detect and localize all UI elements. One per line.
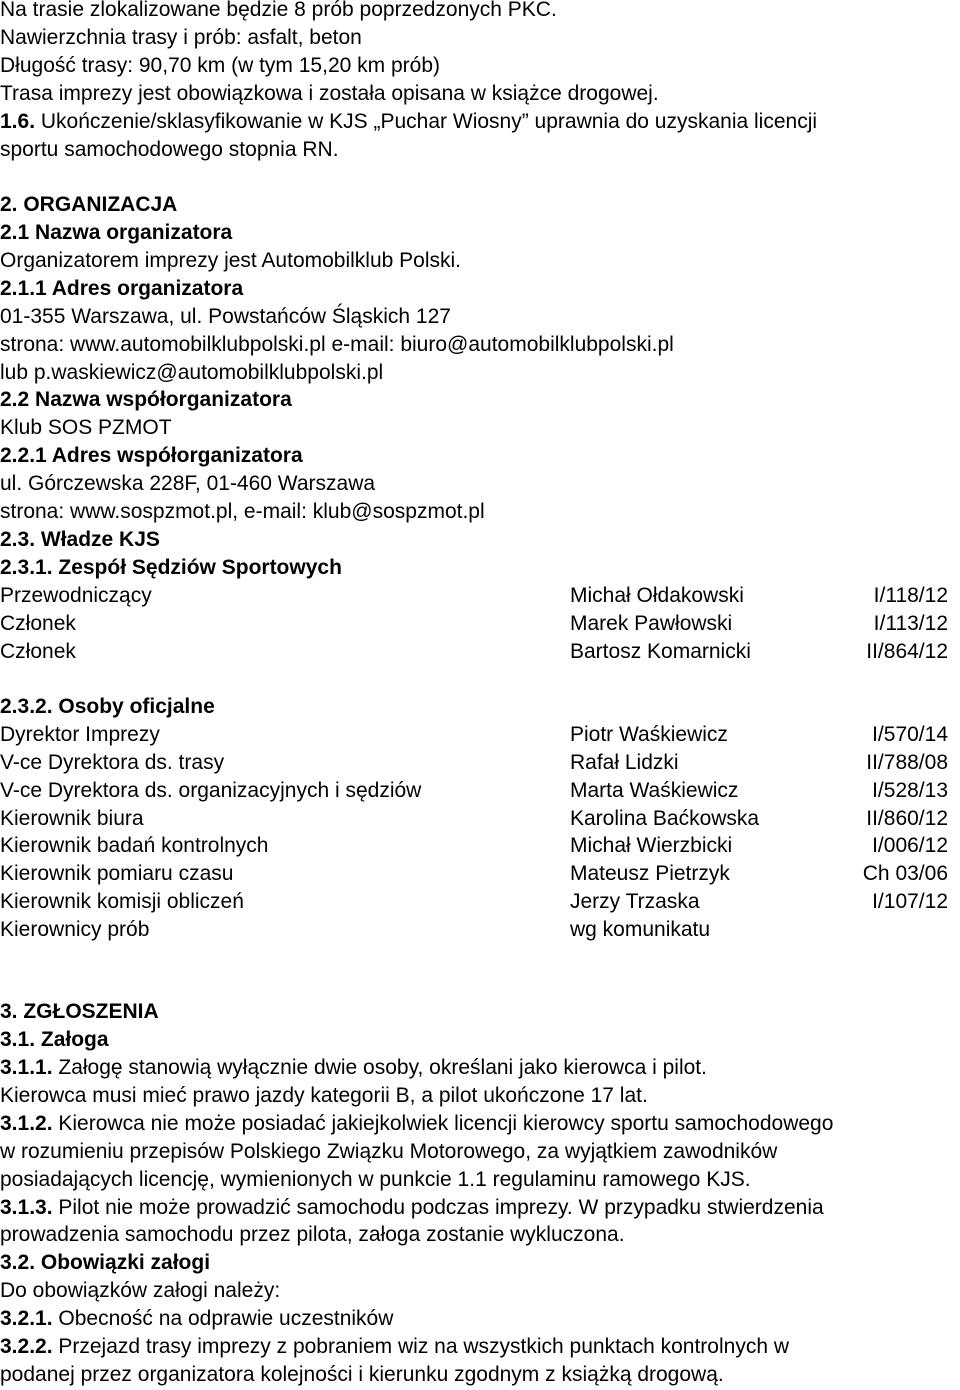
paragraph-line: posiadających licencję, wymienionych w punkcie 1.1 regulaminu ramowego KJS. [0,1168,751,1191]
subsection-heading: 3.1. Załoga [0,1028,109,1051]
official-row [0,778,960,804]
coorganizer-name: Klub SOS PZMOT [0,416,172,439]
role: Kierownik badań kontrolnych [0,834,269,857]
official-row [0,917,960,943]
licence-number: II/788/08 [866,751,948,774]
role: V-ce Dyrektora ds. organizacyjnych i sędziów [0,779,422,802]
person-name: wg komunikatu [570,918,711,941]
person-name: Marek Pawłowski [570,612,733,635]
paragraph-line: Kierowca musi mieć prawo jazdy kategorii B, a pilot ukończone 17 lat. [0,1084,648,1107]
paragraph-line: prowadzenia samochodu przez pilota, załoga zostanie wykluczona. [0,1223,625,1246]
organizer-web-email: strona: www.automobilklubpolski.pl e-mail: biuro@automobilklubpolski.pl [0,333,674,356]
person-name: Michał Wierzbicki [570,834,733,857]
section-number: 3.1.3. [0,1196,53,1219]
intro-line: Na trasie zlokalizowane będzie 8 prób poprzedzonych PKC. [0,0,557,21]
role: Kierownik komisji obliczeń [0,890,244,913]
judge-row [0,611,960,637]
licence-number: I/107/12 [872,890,948,913]
subsection-heading: 2.1.1 Adres organizatora [0,277,244,300]
paragraph-line [0,1306,393,1332]
section-number: 3.2.2. [0,1335,53,1358]
role: Członek [0,640,76,663]
organizer-address: 01-355 Warszawa, ul. Powstańców Śląskich 127 [0,305,451,328]
section-1-6-line [0,109,817,135]
paragraph-line [0,1334,789,1360]
official-row [0,861,960,887]
paragraph-text: Obecność na odprawie uczestników [52,1307,394,1330]
subsection-heading: 2.1 Nazwa organizatora [0,221,233,244]
intro-line: Trasa imprezy jest obowiązkowa i została opisana w książce drogowej. [0,82,659,105]
official-row [0,806,960,832]
paragraph-text: Ukończenie/sklasyfikowanie w KJS „Puchar Wiosny” uprawnia do uzyskania licencji [35,110,818,133]
section-heading: 2. ORGANIZACJA [0,193,178,216]
subsection-heading: 3.2. Obowiązki załogi [0,1251,211,1274]
judge-row [0,583,960,609]
person-name: Jerzy Trzaska [570,890,700,913]
subsection-heading: 2.2.1 Adres współorganizatora [0,444,303,467]
official-row [0,889,960,915]
subsection-heading [0,694,215,720]
licence-number: II/864/12 [866,640,948,663]
person-name: Piotr Waśkiewicz [570,723,728,746]
licence-number: I/118/12 [873,584,948,607]
organizer-email-alt: lub p.waskiewicz@automobilklubpolski.pl [0,361,384,384]
role: Kierownik pomiaru czasu [0,862,234,885]
paragraph-line: w rozumieniu przepisów Polskiego Związku Motorowego, za wyjątkiem zawodników [0,1140,778,1163]
person-name: Mateusz Pietrzyk [570,862,730,885]
paragraph-line: Do obowiązków załogi należy: [0,1279,281,1302]
role: Kierownik biura [0,807,144,830]
role: Kierownicy prób [0,918,150,941]
paragraph-line [0,1195,824,1221]
licence-number: I/113/12 [873,612,948,635]
section-heading: 3. ZGŁOSZENIA [0,1000,159,1023]
role: Dyrektor Imprezy [0,723,160,746]
paragraph-text: Załogę stanowią wyłącznie dwie osoby, określani jako kierowca i pilot. [52,1056,707,1079]
paragraph-line [0,1055,707,1081]
paragraph-text: Pilot nie może prowadzić samochodu podczas imprezy. W przypadku stwierdzenia [52,1196,824,1219]
licence-number: I/570/14 [872,723,948,746]
paragraph-line [0,1111,833,1137]
role: Członek [0,612,76,635]
role: V-ce Dyrektora ds. trasy [0,751,225,774]
coorganizer-web-email: strona: www.sospzmot.pl, e-mail: klub@sospzmot.pl [0,500,485,523]
person-name: Rafał Lidzki [570,751,679,774]
coorganizer-address: ul. Górczewska 228F, 01-460 Warszawa [0,472,376,495]
section-number: 1.6. [0,110,36,133]
paragraph-line: podanej przez organizatora kolejności i kierunku zgodnym z książką drogową. [0,1363,724,1386]
heading-text: Osoby oficjalne [52,695,215,718]
paragraph-text: Przejazd trasy imprezy z pobraniem wiz na wszystkich punktach kontrolnych w [52,1335,789,1358]
official-row [0,750,960,776]
licence-number: I/528/13 [872,779,948,802]
person-name: Karolina Baćkowska [570,807,760,830]
licence-number: II/860/12 [866,807,948,830]
official-row [0,722,960,748]
licence-number: I/006/12 [872,834,948,857]
intro-line: Długość trasy: 90,70 km (w tym 15,20 km prób) [0,54,440,77]
section-number: 3.1.1. [0,1056,53,1079]
section-number: 3.2.1. [0,1307,53,1330]
official-row [0,833,960,859]
paragraph-line: sportu samochodowego stopnia RN. [0,138,339,161]
subsection-heading: 2.2 Nazwa współorganizatora [0,388,292,411]
intro-line: Nawierzchnia trasy i prób: asfalt, beton [0,26,362,49]
person-name: Marta Waśkiewicz [570,779,739,802]
subsection-heading: 2.3.1. Zespół Sędziów Sportowych [0,556,342,579]
person-name: Michał Ołdakowski [570,584,744,607]
judge-row [0,639,960,665]
subsection-heading: 2.3. Władze KJS [0,528,160,551]
section-number: 3.1.2. [0,1112,53,1135]
organizer-text: Organizatorem imprezy jest Automobilklub Polski. [0,249,462,272]
role: Przewodniczący [0,584,152,607]
paragraph-text: Kierowca nie może posiadać jakiejkolwiek licencji kierowcy sportu samochodowego [52,1112,834,1135]
person-name: Bartosz Komarnicki [570,640,751,663]
licence-number: Ch 03/06 [862,862,948,885]
section-number: 2.3.2. [0,695,53,718]
